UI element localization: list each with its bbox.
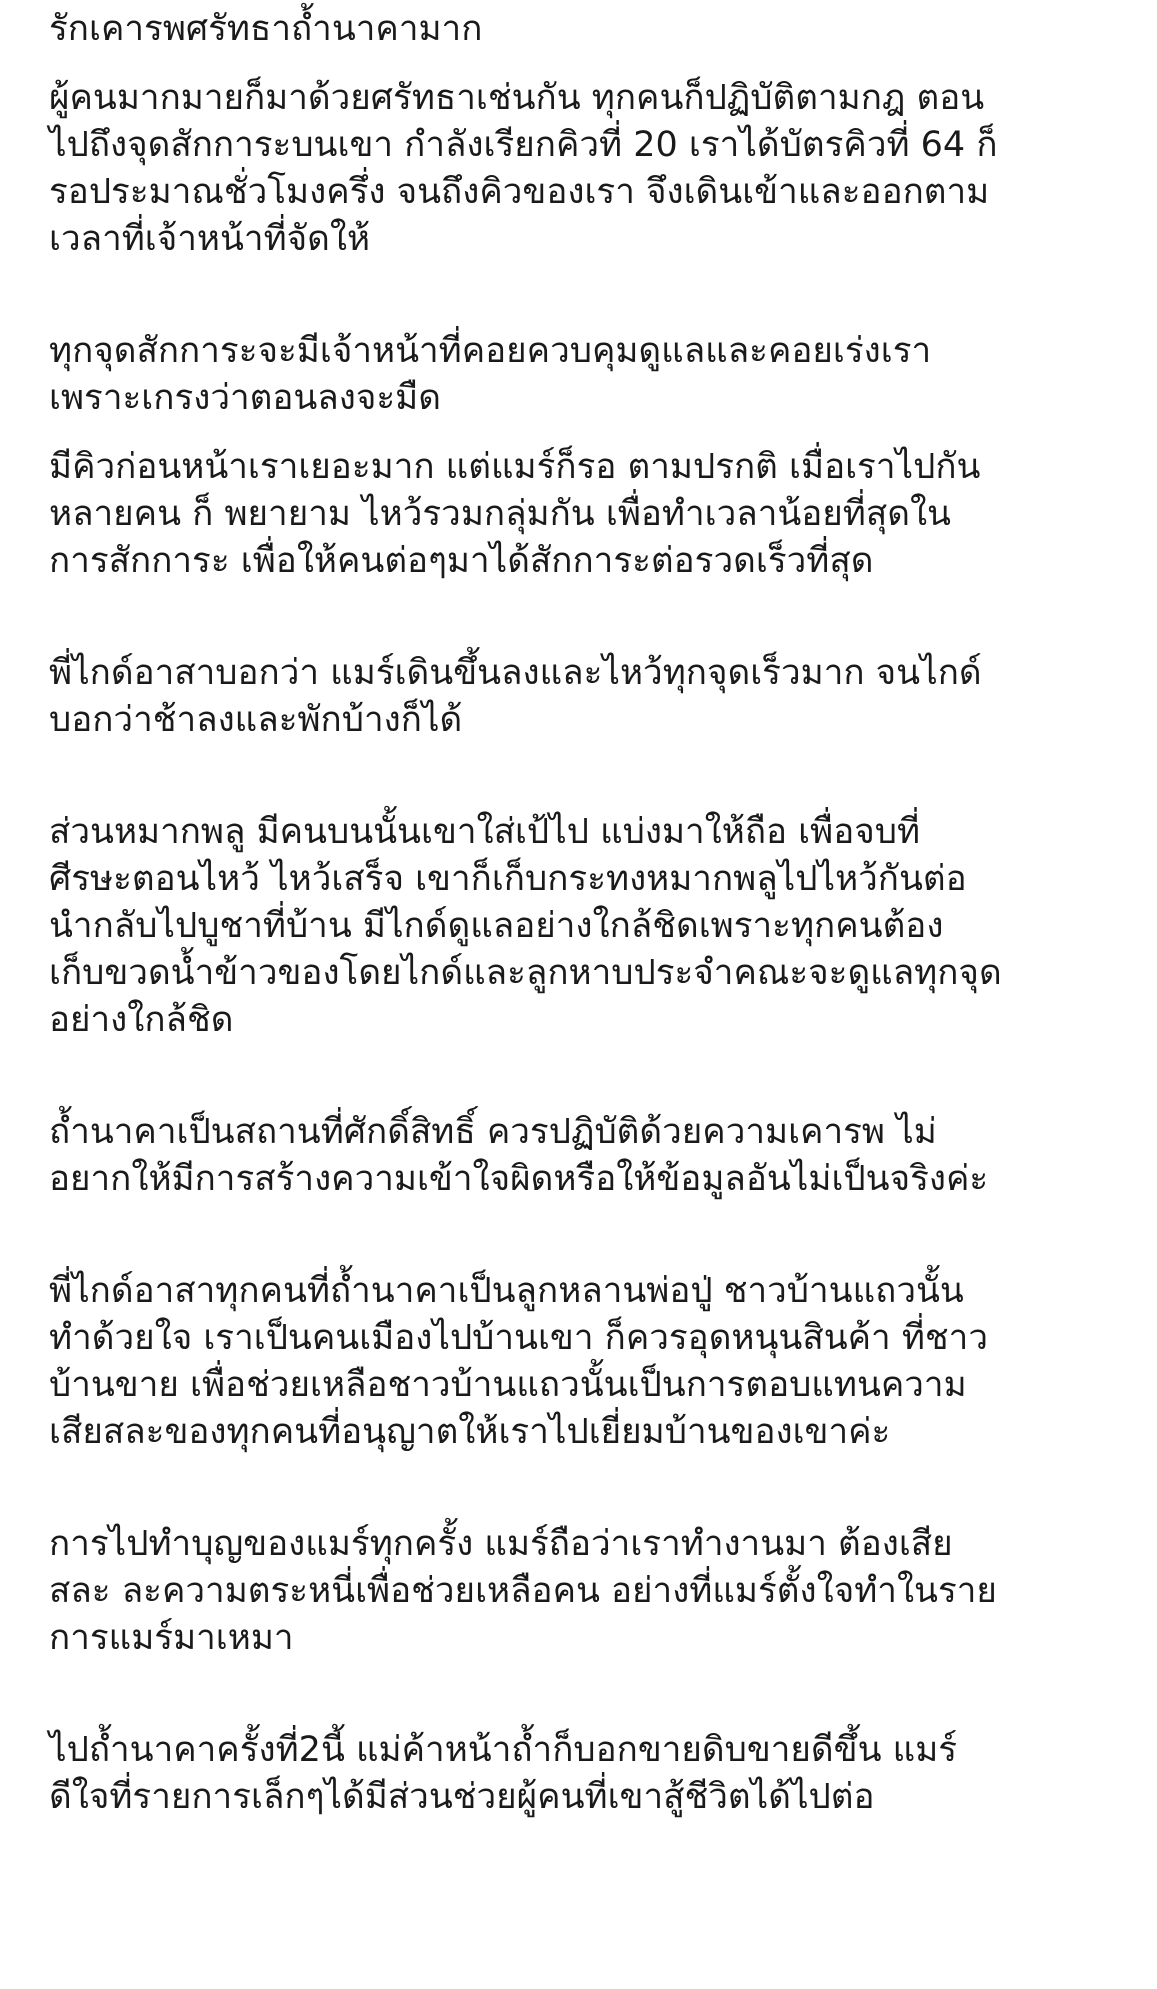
paragraph [49, 1521, 1129, 1662]
text-line: ไปถึงจุดสักการะบนเขา กำลังเรียกคิวที่ 20 เราได้บัตรคิวที่ 64 ก็ [49, 125, 998, 165]
text-line: อย่างใกล้ชิด [49, 1000, 234, 1040]
text-line: ผู้คนมากมายก็มาด้วยศรัทธาเช่นกัน ทุกคนก็ปฏิบัติตามกฎ ตอน [49, 78, 985, 118]
text-line: รอประมาณชั่วโมงครึ่ง จนถึงคิวของเรา จึงเดินเข้าและออกตาม [49, 172, 990, 212]
text-line: เสียสละของทุกคนที่อนุญาตให้เราไปเยี่ยมบ้านของเขาค่ะ [49, 1412, 891, 1452]
text-line: การสักการะ เพื่อให้คนต่อๆมาได้สักการะต่อรวดเร็วที่สุด [49, 541, 874, 581]
text-line: การแมร์มาเหมา [49, 1618, 294, 1658]
paragraph [49, 75, 1129, 263]
text-line: ทำด้วยใจ เราเป็นคนเมืองไปบ้านเขา ก็ควรอุดหนุนสินค้า ที่ชาว [49, 1318, 988, 1358]
text-line: ส่วนหมากพลู มีคนบนนั้นเขาใส่เป้ไป แบ่งมาให้ถือ เพื่อจบที่ [49, 812, 921, 852]
paragraph [49, 6, 1129, 53]
text-line: ไปถ้ำนาคาครั้งที่2นี้ แม่ค้าหน้าถ้ำก็บอกขายดิบขายดีขึ้น แมร์ [49, 1730, 958, 1770]
text-line: ดีใจที่รายการเล็กๆได้มีส่วนช่วยผู้คนที่เขาสู้ชีวิตได้ไปต่อ [49, 1777, 875, 1817]
text-line: หลายคน ก็ พยายาม ไหว้รวมกลุ่มกัน เพื่อทำเวลาน้อยที่สุดใน [49, 494, 951, 534]
text-line: บ้านขาย เพื่อช่วยเหลือชาวบ้านแถวนั้นเป็นการตอบแทนความ [49, 1365, 967, 1405]
text-line: เวลาที่เจ้าหน้าที่จัดให้ [49, 219, 371, 259]
text-line: รักเคารพศรัทธาถ้ำนาคามาก [49, 9, 483, 49]
text-line: บอกว่าช้าลงและพักบ้างก็ได้ [49, 700, 463, 740]
text-line: ทุกจุดสักการะจะมีเจ้าหน้าที่คอยควบคุมดูแลและคอยเร่งเรา [49, 331, 932, 371]
text-line: การไปทำบุญของแมร์ทุกครั้ง แมร์ถือว่าเราทำงานมา ต้องเสีย [49, 1524, 953, 1564]
text-line: ถ้ำนาคาเป็นสถานที่ศักดิ์สิทธิ์ ควรปฏิบัติด้วยความเคารพ ไม่ [49, 1112, 937, 1152]
document-body [49, 0, 1129, 1821]
paragraph [49, 328, 1129, 422]
paragraph [49, 1109, 1129, 1203]
text-line: เก็บขวดน้ำข้าวของโดยไกด์และลูกหาบประจำคณะจะดูแลทุกจุด [49, 953, 1002, 993]
paragraph [49, 444, 1129, 585]
paragraph [49, 1268, 1129, 1456]
text-line: ศีรษะตอนไหว้ ไหว้เสร็จ เขาก็เก็บกระทงหมากพลูไปไหว้กันต่อ [49, 859, 967, 899]
text-line: มีคิวก่อนหน้าเราเยอะมาก แต่แมร์ก็รอ ตามปรกติ เมื่อเราไปกัน [49, 447, 981, 487]
paragraph [49, 1727, 1129, 1821]
text-line: นำกลับไปบูชาที่บ้าน มีไกด์ดูแลอย่างใกล้ชิดเพราะทุกคนต้อง [49, 906, 944, 946]
paragraph [49, 650, 1129, 744]
text-line: สละ ละความตระหนี่เพื่อช่วยเหลือคน อย่างที่แมร์ตั้งใจทำในราย [49, 1571, 997, 1611]
text-line: พี่ไกด์อาสาบอกว่า แมร์เดินขึ้นลงและไหว้ทุกจุดเร็วมาก จนไกด์ [49, 653, 982, 693]
paragraph [49, 809, 1129, 1044]
text-line: พี่ไกด์อาสาทุกคนที่ถ้ำนาคาเป็นลูกหลานพ่อปู่ ชาวบ้านแถวนั้น [49, 1271, 964, 1311]
text-line: อยากให้มีการสร้างความเข้าใจผิดหรือให้ข้อมูลอันไม่เป็นจริงค่ะ [49, 1159, 989, 1199]
text-line: เพราะเกรงว่าตอนลงจะมืด [49, 378, 441, 418]
